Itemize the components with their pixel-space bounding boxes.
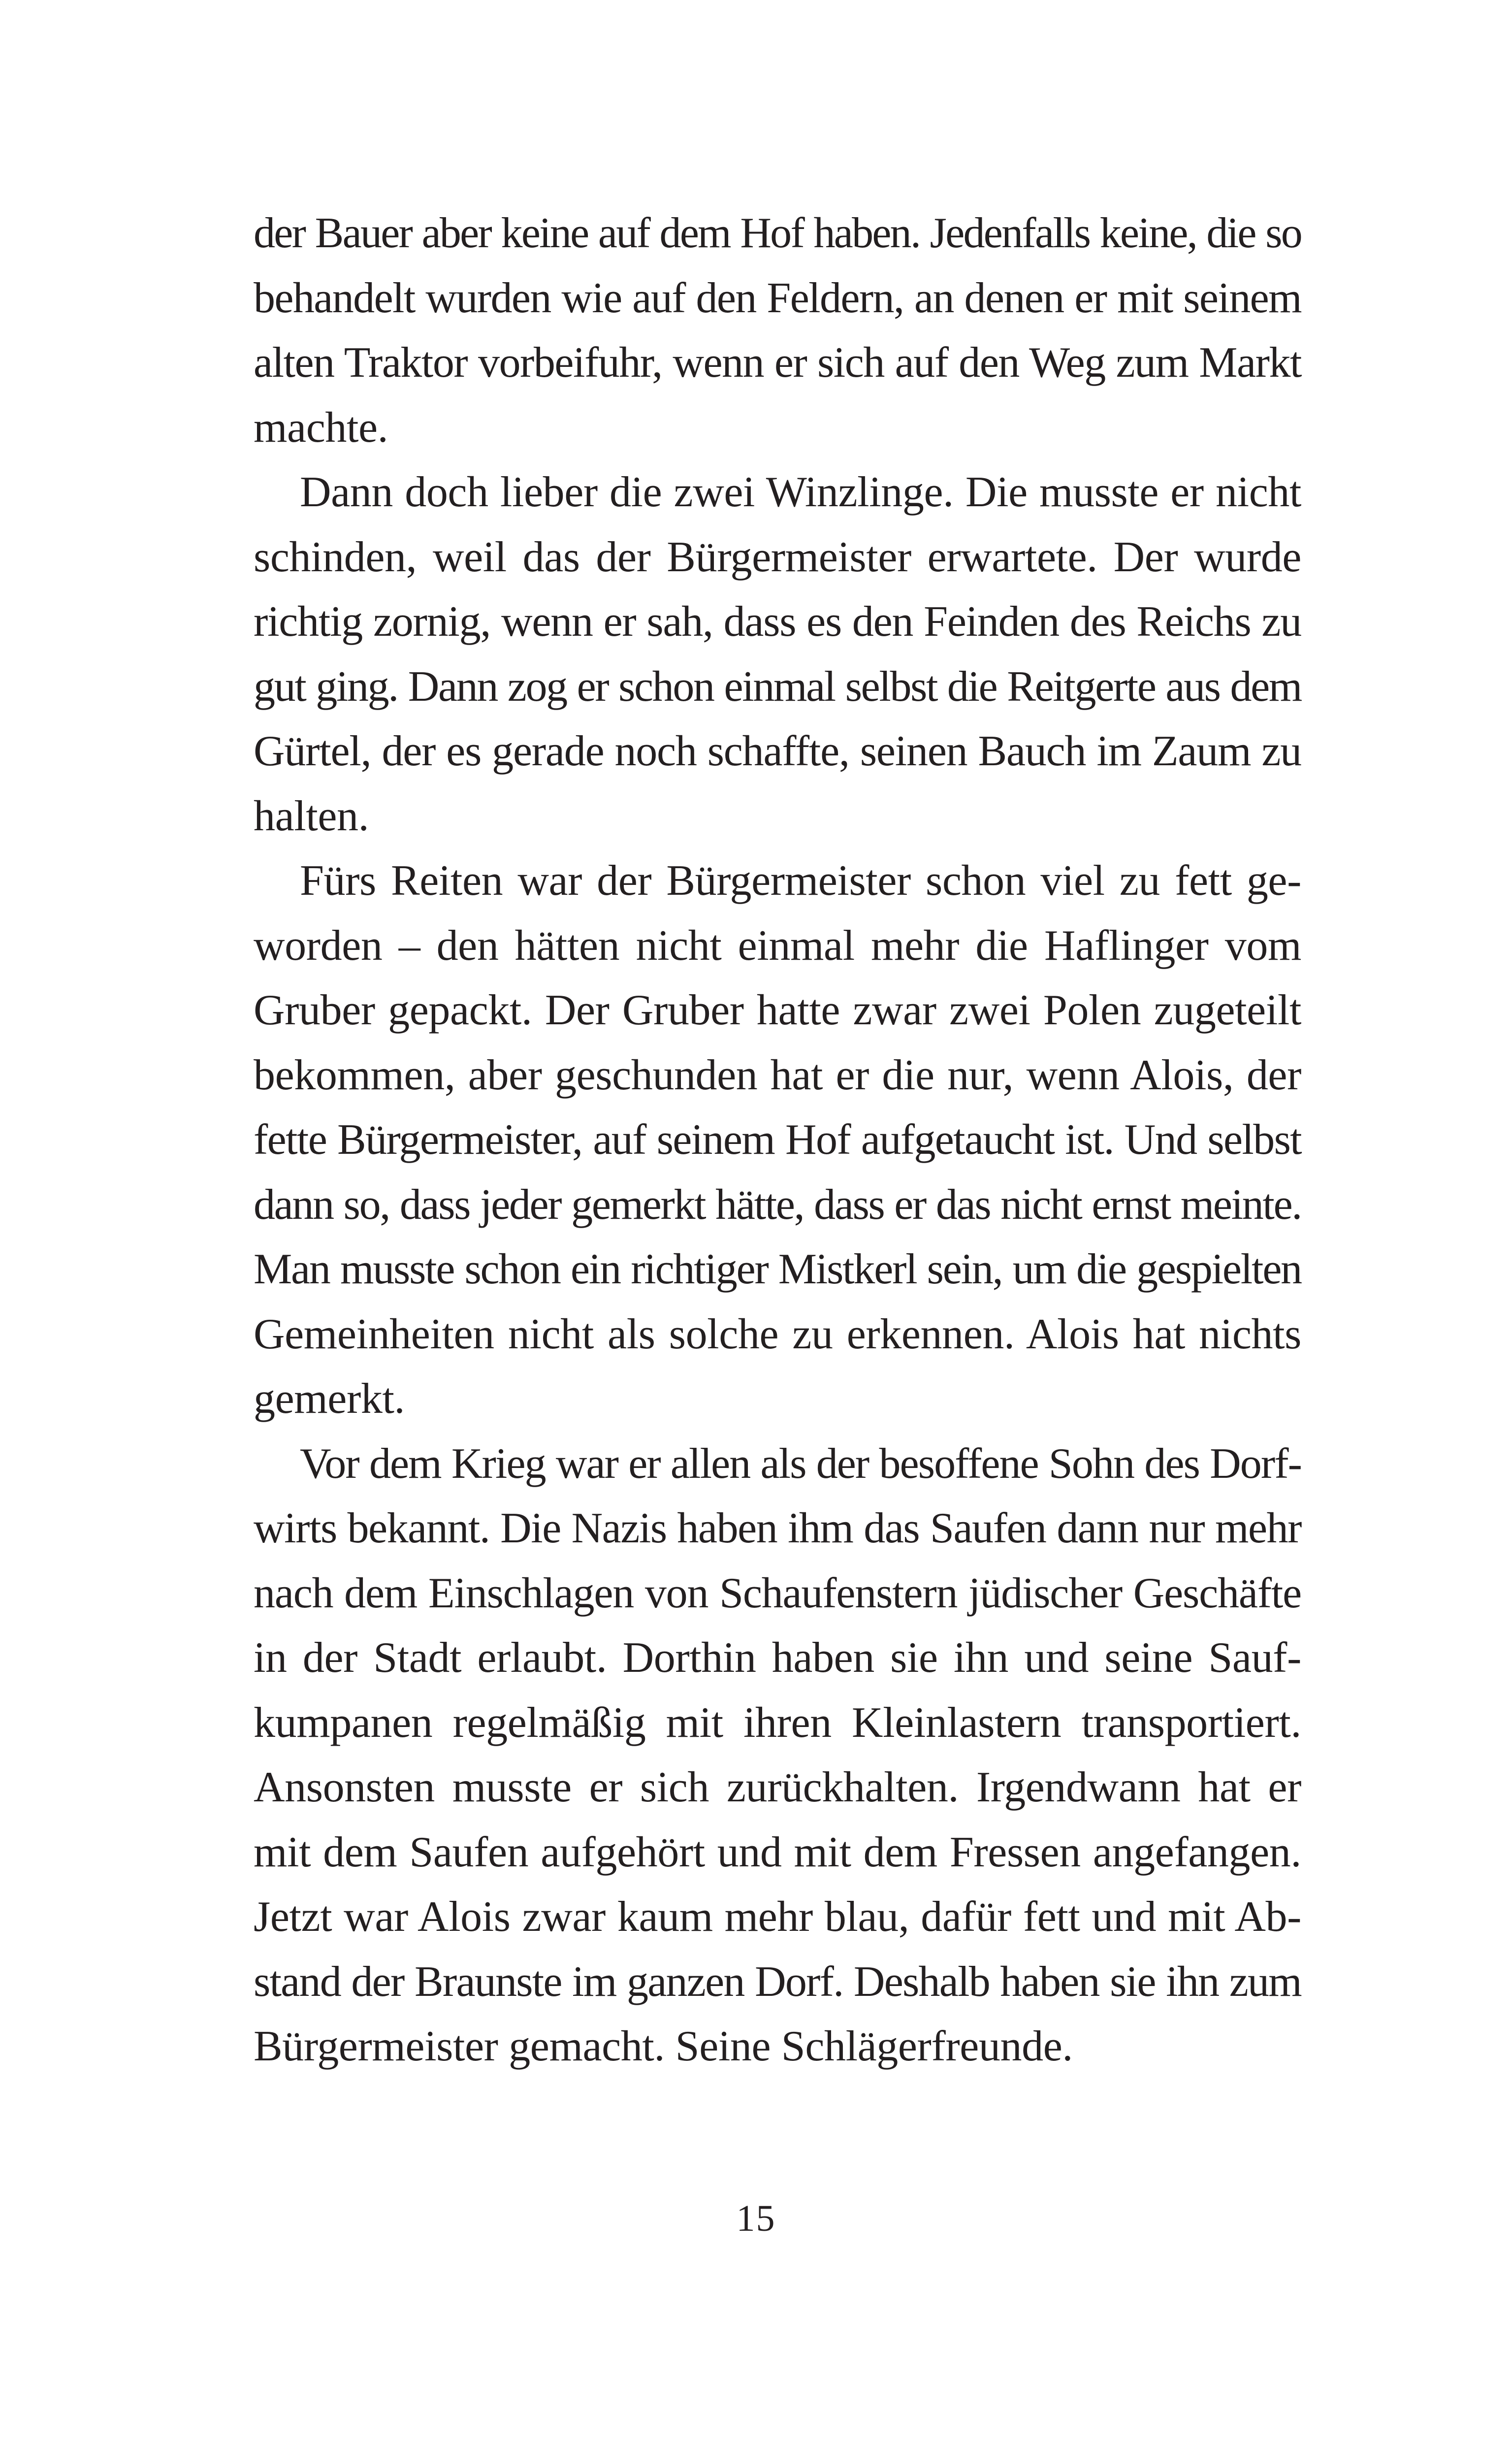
page-number: 15 (736, 2198, 776, 2239)
text-line: dann so, dass jeder gemerkt hätte, dass er das nicht ernst meinte. (254, 1180, 1301, 1229)
text-line: schinden, weil das der Bürgermeister erwartete. Der wurde (254, 533, 1301, 581)
text-line: der Bauer aber keine auf dem Hof haben. Jedenfalls keine, die so (254, 209, 1301, 257)
text-line: Man musste schon ein richtiger Mistkerl sein, um die gespielten (254, 1245, 1301, 1293)
text-line: gemerkt. (254, 1375, 405, 1423)
paragraph-3 (254, 848, 1301, 1432)
text-line: mit dem Saufen aufgehört und mit dem Fressen angefangen. (254, 1828, 1301, 1876)
text-line: Gürtel, der es gerade noch schaffte, seinen Bauch im Zaum zu (254, 727, 1301, 775)
text-line: Gruber gepackt. Der Gruber hatte zwar zwei Polen zugeteilt (254, 986, 1301, 1034)
text-line: nach dem Einschlagen von Schaufenstern jüdischer Geschäfte (254, 1569, 1301, 1617)
text-line: behandelt wurden wie auf den Feldern, an denen er mit seinem (254, 274, 1301, 322)
text-line: Jetzt war Alois zwar kaum mehr blau, dafür fett und mit Ab- (254, 1893, 1301, 1941)
text-line: kumpanen regelmäßig mit ihren Kleinlastern transportiert. (254, 1698, 1301, 1747)
paragraph-4 (254, 1432, 1301, 2079)
text-line: Dann doch lieber die zwei Winzlinge. Die musste er nicht (300, 468, 1301, 516)
text-line: gut ging. Dann zog er schon einmal selbst die Reitgerte aus dem (254, 662, 1301, 711)
text-line: Bürgermeister gemacht. Seine Schlägerfreunde. (254, 2022, 1073, 2070)
text-line: halten. (254, 792, 369, 840)
text-line: fette Bürgermeister, auf seinem Hof aufgetaucht ist. Und selbst (254, 1116, 1301, 1164)
text-line: Fürs Reiten war der Bürgermeister schon viel zu fett ge- (300, 857, 1301, 905)
body-text (254, 201, 1301, 2079)
text-line: Vor dem Krieg war er allen als der besoffene Sohn des Dorf- (300, 1439, 1301, 1488)
text-line: richtig zornig, wenn er sah, dass es den Feinden des Reichs zu (254, 598, 1301, 646)
paragraph-1 (254, 201, 1301, 460)
text-line: Gemeinheiten nicht als solche zu erkennen. Alois hat nichts (254, 1310, 1301, 1358)
text-line: machte. (254, 403, 388, 452)
text-line: worden – den hätten nicht einmal mehr die Haflinger vom (254, 921, 1301, 970)
paragraph-2 (254, 460, 1301, 848)
text-line: in der Stadt erlaubt. Dorthin haben sie ihn und seine Sauf- (254, 1634, 1301, 1682)
text-line: Ansonsten musste er sich zurückhalten. Irgendwann hat er (254, 1763, 1301, 1811)
text-line: wirts bekannt. Die Nazis haben ihm das Saufen dann nur mehr (254, 1504, 1301, 1552)
text-line: bekommen, aber geschunden hat er die nur, wenn Alois, der (254, 1051, 1301, 1099)
text-line: stand der Braunste im ganzen Dorf. Deshalb haben sie ihn zum (254, 1957, 1301, 2006)
text-line: alten Traktor vorbeifuhr, wenn er sich auf den Weg zum Markt (254, 339, 1301, 387)
